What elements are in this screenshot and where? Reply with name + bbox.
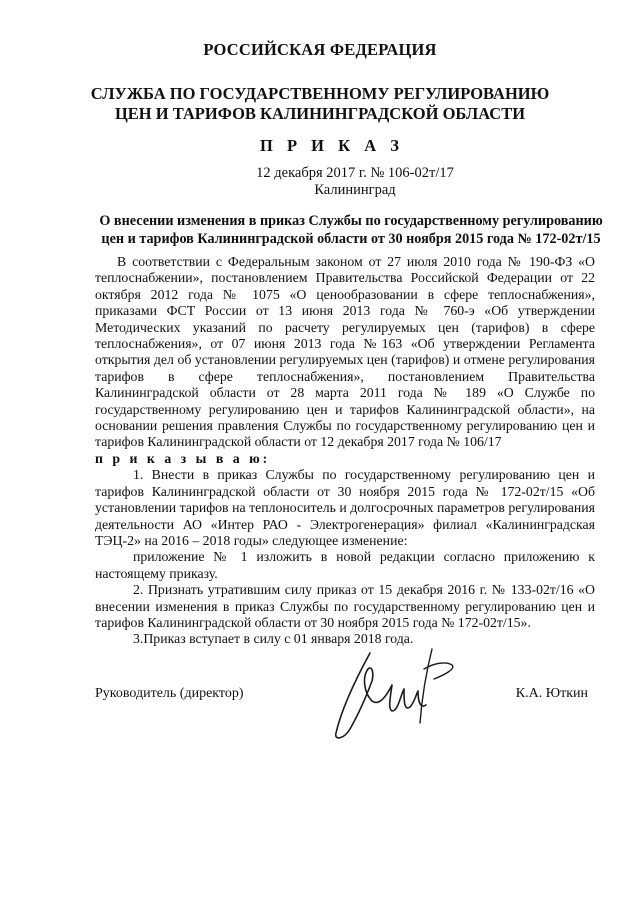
- document-type-heading: П Р И К А З: [260, 136, 404, 155]
- decree-word: п р и к а з ы в а ю:: [95, 450, 271, 466]
- country-heading: РОССИЙСКАЯ ФЕДЕРАЦИЯ: [203, 40, 437, 59]
- item-3-paragraph: 3.Приказ вступает в силу с 01 января 2018 года.: [133, 631, 414, 647]
- document-date-number: 12 декабря 2017 г. № 106-02т/17: [256, 165, 454, 181]
- item-2-paragraph: 2. Признать утратившим силу приказ от 15 декабря 2016 г. № 133-02т/16 «О внесении изменения в приказ Службы по государственному регулированию цен и тарифов Калининградской области от 30 ноября 2015 года № 172-02т/15».: [95, 582, 595, 630]
- document-city: Калининград: [314, 182, 396, 198]
- agency-heading-line-1: СЛУЖБА ПО ГОСУДАРСТВЕННОМУ РЕГУЛИРОВАНИЮ: [90, 84, 550, 103]
- item-1-paragraph: 1. Внести в приказ Службы по государственному регулированию цен и тарифов Калининградской области от 30 ноября 2015 года № 172-02т/15 «Об установлении тарифов на теплоноситель и долгосрочных параметров регулирования деятельности АО «Интер РАО - Электрогенерация» филиал «Калининградская ТЭЦ-2» на 2016 – 2018 годы» следующее изменение:: [95, 467, 595, 548]
- signer-role: Руководитель (директор): [95, 686, 244, 701]
- item-1-sub-paragraph: приложение № 1 изложить в новой редакции согласно приложению к настоящему приказу.: [95, 549, 595, 581]
- agency-heading-line-2: ЦЕН И ТАРИФОВ КАЛИНИНГРАДСКОЙ ОБЛАСТИ: [114, 104, 526, 123]
- document-body: [95, 254, 595, 648]
- preamble-paragraph: В соответствии с Федеральным законом от 27 июля 2010 года № 190-ФЗ «О теплоснабжении», постановлением Правительства Российской Федерации от 22 октября 2012 года № 1075 «О ценообразовании в сфере теплоснабжения», приказами ФСТ России от 13 июня 2013 года № 760-э «Об утверждении Методических указаний по расчету регулируемых цен (тарифов) в сфере теплоснабжения», от 07 июня 2013 года №163 «Об утверждении Регламента открытия дел об установлении регулируемых цен (тарифов) и отмене регулирования тарифов в сфере теплоснабжения», постановлением Правительства Калининградской области от 28 марта 2011 года № 189 «О Службе по государственному регулированию цен и тарифов Калининградской области», на основании решения правления Службы по государственному регулированию цен и тарифов Калининградской области от 12 декабря 2017 года № 106/17: [95, 254, 595, 450]
- signer-name: К.А. Юткин: [515, 686, 588, 701]
- agency-heading: [0, 84, 640, 124]
- document-subject: О внесении изменения в приказ Службы по государственному регулированию цен и тарифов Калининградской области от 30 ноября 2015 года № 172-02т/15: [99, 213, 603, 247]
- handwritten-signature-icon: [328, 645, 468, 745]
